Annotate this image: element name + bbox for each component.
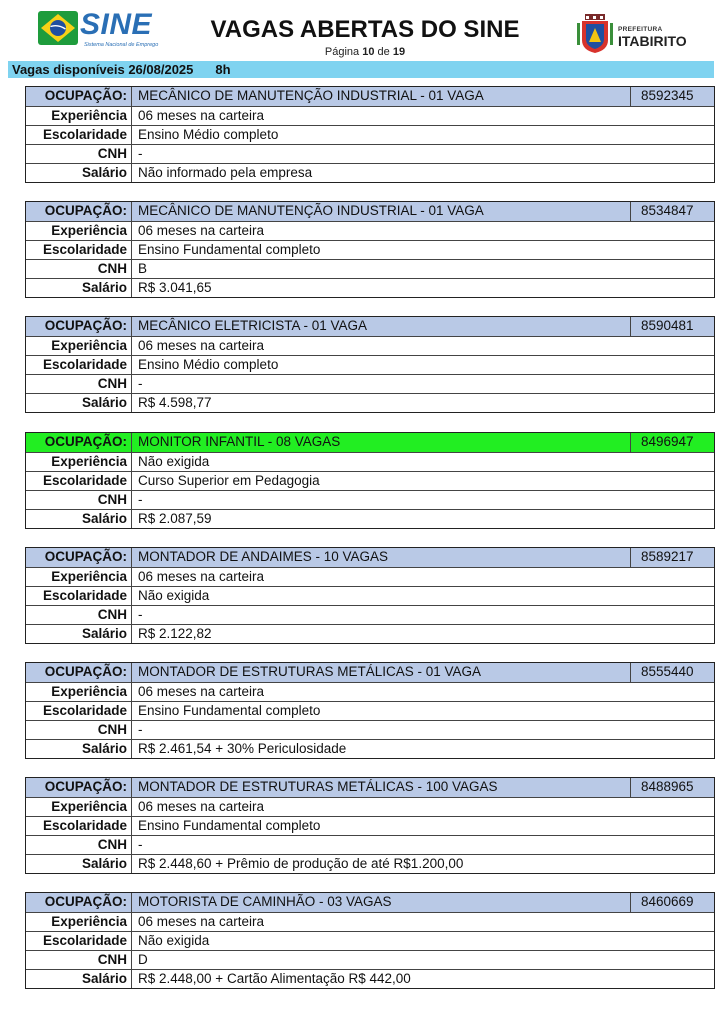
salary-row [26, 739, 714, 758]
job-table [25, 777, 715, 874]
experience-label: Experiência [26, 683, 132, 701]
license-value: - [138, 607, 143, 622]
job-table [25, 547, 715, 644]
page-title: VAGAS ABERTAS DO SINE [210, 16, 520, 43]
education-value: Não exigida [138, 588, 210, 603]
salary-label: Salário [26, 740, 132, 758]
experience-row [26, 336, 714, 355]
salary-label: Salário [26, 970, 132, 988]
occupation-value: MONTADOR DE ANDAIMES - 10 VAGAS [138, 549, 389, 564]
license-label: CNH [26, 721, 132, 739]
prefeitura-label: PREFEITURA [618, 26, 663, 33]
job-table [25, 662, 715, 759]
salary-row [26, 278, 714, 297]
sine-wordmark: SINE [80, 8, 153, 41]
occupation-value: MONITOR INFANTIL - 08 VAGAS [138, 434, 341, 449]
occupation-value: MECÂNICO DE MANUTENÇÃO INDUSTRIAL - 01 VAGA [138, 88, 484, 103]
page-current: 10 [362, 46, 375, 58]
education-label: Escolaridade [26, 932, 132, 950]
license-value: - [138, 376, 143, 391]
occupation-label: OCUPAÇÃO: [26, 663, 132, 682]
job-code: 8589217 [630, 548, 714, 567]
salary-label: Salário [26, 394, 132, 412]
education-row [26, 701, 714, 720]
license-row [26, 144, 714, 163]
salary-value: R$ 4.598,77 [138, 395, 212, 410]
experience-row [26, 912, 714, 931]
brazil-flag-icon [38, 11, 78, 45]
occupation-value: MONTADOR DE ESTRUTURAS METÁLICAS - 01 VAGA [138, 664, 482, 679]
occupation-row [26, 433, 714, 452]
sine-subtitle: Sistema Nacional de Emprego [84, 42, 159, 48]
job-table [25, 86, 715, 183]
occupation-label: OCUPAÇÃO: [26, 317, 132, 336]
hour-text: 8h [215, 62, 231, 77]
salary-value: R$ 3.041,65 [138, 280, 212, 295]
experience-row [26, 567, 714, 586]
salary-value: R$ 2.448,60 + Prêmio de produção de até R$1.200,00 [138, 856, 464, 871]
education-label: Escolaridade [26, 472, 132, 490]
license-label: CNH [26, 951, 132, 969]
salary-row [26, 509, 714, 528]
license-row [26, 605, 714, 624]
education-label: Escolaridade [26, 126, 132, 144]
education-value: Ensino Médio completo [138, 357, 279, 372]
experience-row [26, 682, 714, 701]
date-bar [8, 61, 714, 78]
job-table [25, 316, 715, 413]
experience-value: 06 meses na carteira [138, 799, 265, 814]
occupation-label: OCUPAÇÃO: [26, 778, 132, 797]
experience-label: Experiência [26, 453, 132, 471]
education-value: Curso Superior em Pedagogia [138, 473, 320, 488]
salary-value: Não informado pela empresa [138, 165, 313, 180]
page-header [0, 0, 724, 62]
salary-row [26, 393, 714, 412]
education-label: Escolaridade [26, 241, 132, 259]
job-table [25, 201, 715, 298]
experience-value: 06 meses na carteira [138, 338, 265, 353]
education-row [26, 471, 714, 490]
license-row [26, 259, 714, 278]
education-value: Ensino Fundamental completo [138, 818, 321, 833]
license-value: - [138, 837, 143, 852]
occupation-row [26, 663, 714, 682]
license-row [26, 374, 714, 393]
salary-row [26, 854, 714, 873]
education-row [26, 355, 714, 374]
experience-label: Experiência [26, 913, 132, 931]
job-table [25, 432, 715, 529]
education-row [26, 931, 714, 950]
education-row [26, 240, 714, 259]
job-code: 8590481 [630, 317, 714, 336]
job-code: 8496947 [630, 433, 714, 452]
experience-label: Experiência [26, 222, 132, 240]
salary-row [26, 624, 714, 643]
license-row [26, 490, 714, 509]
job-code: 8488965 [630, 778, 714, 797]
salary-label: Salário [26, 164, 132, 182]
job-code: 8555440 [630, 663, 714, 682]
experience-label: Experiência [26, 337, 132, 355]
page-sep: de [377, 46, 390, 58]
experience-row [26, 797, 714, 816]
salary-label: Salário [26, 510, 132, 528]
experience-label: Experiência [26, 798, 132, 816]
salary-row [26, 163, 714, 182]
salary-value: R$ 2.087,59 [138, 511, 212, 526]
occupation-label: OCUPAÇÃO: [26, 893, 132, 912]
license-label: CNH [26, 375, 132, 393]
job-code: 8460669 [630, 893, 714, 912]
salary-row [26, 969, 714, 988]
license-value: B [138, 261, 148, 276]
experience-value: 06 meses na carteira [138, 223, 265, 238]
sine-logo [38, 8, 160, 53]
job-code: 8592345 [630, 87, 714, 106]
occupation-row [26, 202, 714, 221]
salary-label: Salário [26, 855, 132, 873]
page-indicator [200, 46, 530, 58]
education-value: Não exigida [138, 933, 210, 948]
education-value: Ensino Médio completo [138, 127, 279, 142]
experience-row [26, 106, 714, 125]
experience-value: Não exigida [138, 454, 210, 469]
occupation-label: OCUPAÇÃO: [26, 87, 132, 106]
education-row [26, 816, 714, 835]
occupation-value: MECÂNICO DE MANUTENÇÃO INDUSTRIAL - 01 VAGA [138, 203, 484, 218]
job-code: 8534847 [630, 202, 714, 221]
experience-label: Experiência [26, 107, 132, 125]
salary-label: Salário [26, 625, 132, 643]
city-crest-icon [576, 14, 614, 54]
education-label: Escolaridade [26, 356, 132, 374]
salary-label: Salário [26, 279, 132, 297]
date-text: Vagas disponíveis 26/08/2025 [12, 62, 194, 77]
occupation-row [26, 548, 714, 567]
license-value: - [138, 146, 143, 161]
education-value: Ensino Fundamental completo [138, 242, 321, 257]
experience-value: 06 meses na carteira [138, 914, 265, 929]
education-label: Escolaridade [26, 587, 132, 605]
occupation-value: MONTADOR DE ESTRUTURAS METÁLICAS - 100 VAGAS [138, 779, 498, 794]
occupation-row [26, 87, 714, 106]
prefeitura-logo [576, 14, 688, 54]
license-row [26, 950, 714, 969]
experience-row [26, 221, 714, 240]
occupation-label: OCUPAÇÃO: [26, 202, 132, 221]
license-label: CNH [26, 836, 132, 854]
occupation-value: MOTORISTA DE CAMINHÃO - 03 VAGAS [138, 894, 392, 909]
license-label: CNH [26, 260, 132, 278]
license-label: CNH [26, 491, 132, 509]
license-value: - [138, 492, 143, 507]
license-label: CNH [26, 606, 132, 624]
occupation-row [26, 893, 714, 912]
experience-value: 06 meses na carteira [138, 569, 265, 584]
license-value: - [138, 722, 143, 737]
experience-value: 06 meses na carteira [138, 108, 265, 123]
city-name: ITABIRITO [618, 33, 687, 49]
page-total: 19 [392, 46, 406, 58]
experience-row [26, 452, 714, 471]
salary-value: R$ 2.122,82 [138, 626, 212, 641]
salary-value: R$ 2.461,54 + 30% Periculosidade [138, 741, 347, 756]
license-value: D [138, 952, 148, 967]
occupation-row [26, 317, 714, 336]
experience-value: 06 meses na carteira [138, 684, 265, 699]
license-row [26, 835, 714, 854]
education-label: Escolaridade [26, 702, 132, 720]
license-label: CNH [26, 145, 132, 163]
education-label: Escolaridade [26, 817, 132, 835]
education-value: Ensino Fundamental completo [138, 703, 321, 718]
occupation-value: MECÂNICO ELETRICISTA - 01 VAGA [138, 318, 368, 333]
job-table [25, 892, 715, 989]
license-row [26, 720, 714, 739]
occupation-label: OCUPAÇÃO: [26, 433, 132, 452]
experience-label: Experiência [26, 568, 132, 586]
education-row [26, 125, 714, 144]
salary-value: R$ 2.448,00 + Cartão Alimentação R$ 442,00 [138, 971, 411, 986]
education-row [26, 586, 714, 605]
occupation-label: OCUPAÇÃO: [26, 548, 132, 567]
occupation-row [26, 778, 714, 797]
page-prefix: Página [324, 46, 360, 58]
